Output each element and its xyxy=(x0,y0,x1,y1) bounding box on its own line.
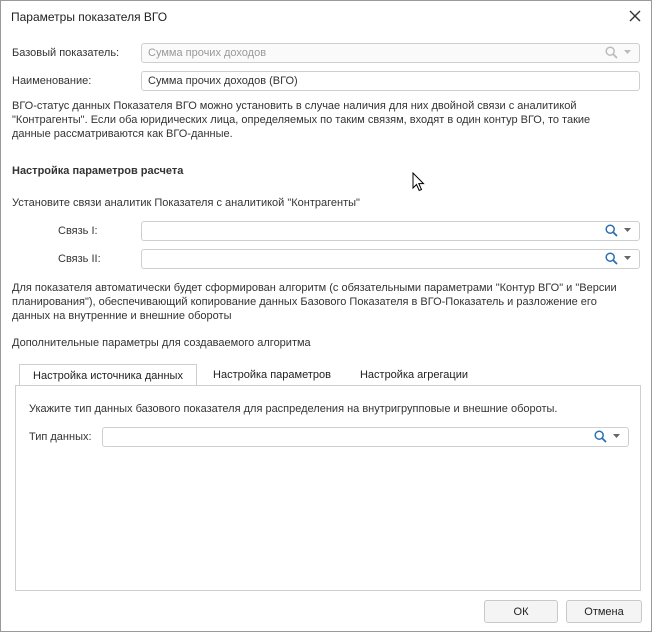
algo-line: планирования"), обеспечивающий копирование данных Базового Показателя в ВГО-Показатель и разложение его xyxy=(12,296,597,308)
search-icon[interactable] xyxy=(605,252,618,265)
chevron-down-icon[interactable] xyxy=(624,228,631,233)
link2-select[interactable] xyxy=(141,249,640,269)
info-line: ВГО-статус данных Показателя ВГО можно установить в случае наличия для них двойной связи с аналитикой xyxy=(12,100,577,112)
mouse-pointer-icon xyxy=(412,172,426,192)
algo-line: данных на внутренние и внешние обороты xyxy=(12,310,232,322)
extra-params-label: Дополнительные параметры для создаваемого алгоритма xyxy=(12,337,311,349)
close-icon[interactable] xyxy=(625,6,645,26)
chevron-down-icon[interactable] xyxy=(624,50,631,55)
algo-line: Для показателя автоматически будет сформирован алгоритм (с обязательными параметрами "Контур ВГО" и "Версии xyxy=(12,282,617,294)
data-type-select[interactable] xyxy=(102,427,629,447)
search-icon[interactable] xyxy=(605,224,618,237)
ok-button[interactable]: ОК xyxy=(484,600,558,623)
calc-instruction: Установите связи аналитик Показателя с аналитикой "Контрагенты" xyxy=(12,197,360,209)
data-type-label: Тип данных: xyxy=(29,431,92,443)
link2-label: Связь II: xyxy=(58,253,101,265)
cancel-button[interactable]: Отмена xyxy=(566,600,642,623)
search-icon[interactable] xyxy=(594,430,607,443)
name-input[interactable] xyxy=(141,71,640,91)
info-paragraph xyxy=(12,99,642,141)
tab-panel xyxy=(15,385,641,591)
chevron-down-icon[interactable] xyxy=(624,256,631,261)
name-value: Сумма прочих доходов (ВГО) xyxy=(148,75,298,87)
info-line: "Контрагенты". Если оба юридических лица, определяемых по таким связям, входят в один контур ВГО, то такие xyxy=(12,114,591,126)
base-indicator-label: Базовый показатель: xyxy=(12,47,120,59)
base-indicator-value: Сумма прочих доходов xyxy=(148,47,267,59)
dialog-title: Параметры показателя ВГО xyxy=(11,10,168,24)
algo-paragraph xyxy=(12,281,642,323)
data-type-hint: Укажите тип данных базового показателя для распределения на внутригрупповые и внешние обороты. xyxy=(29,403,558,415)
link1-label: Связь I: xyxy=(58,225,98,237)
calc-section-title: Настройка параметров расчета xyxy=(12,165,184,177)
tab-data-source[interactable]: Настройка источника данных xyxy=(19,364,197,386)
tab-aggregation[interactable]: Настройка агрегации xyxy=(359,369,469,381)
search-icon[interactable] xyxy=(605,46,618,59)
chevron-down-icon[interactable] xyxy=(613,434,620,439)
base-indicator-select[interactable] xyxy=(141,43,640,63)
name-label: Наименование: xyxy=(12,75,92,87)
tab-parameters[interactable]: Настройка параметров xyxy=(213,369,331,381)
info-line: данные рассматриваются как ВГО-данные. xyxy=(12,128,233,140)
link1-select[interactable] xyxy=(141,221,640,241)
